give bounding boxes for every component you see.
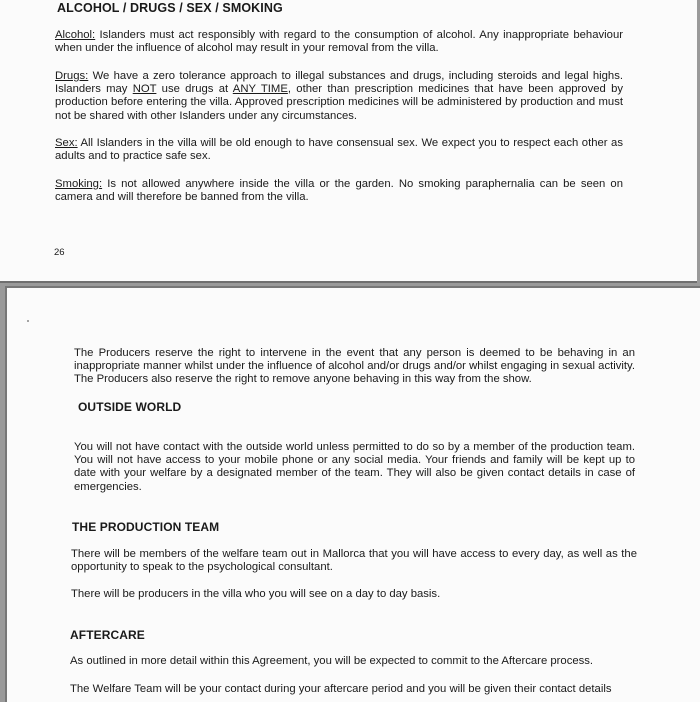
sex-label: Sex:	[55, 137, 78, 149]
aftercare-paragraph-2: The Welfare Team will be your contact during your aftercare period and you will be given their contact details	[70, 683, 612, 695]
production-team-paragraph-2: There will be producers in the villa who you will see on a day to day basis.	[71, 588, 441, 600]
smoking-text: Is not allowed anywhere inside the villa or the garden. No smoking paraphernalia can be seen on camera and will therefore be banned from the villa.	[55, 178, 623, 204]
outside-world-heading: OUTSIDE WORLD	[78, 400, 182, 414]
drugs-text-a: We have a zero tolerance approach to illegal substances and drugs, including steroids and legal highs. Islanders may	[55, 70, 623, 96]
section-heading-alcohol-drugs-sex-smoking: ALCOHOL / DRUGS / SEX / SMOKING	[57, 1, 283, 15]
document-page-1	[0, 0, 697, 283]
smoking-paragraph	[55, 178, 623, 204]
sex-text: All Islanders in the villa will be old enough to have consensual sex. We expect you to respect each other as adults and to practice safe sex.	[55, 137, 623, 163]
smoking-label: Smoking:	[55, 178, 103, 190]
document-page-2	[5, 286, 700, 702]
drugs-any-time-emphasis: ANY TIME	[232, 83, 288, 96]
production-team-paragraph-1: There will be members of the welfare team out in Mallorca that you will have access to every day, as well as the opportunity to speak to the psychological consultant.	[71, 548, 637, 574]
production-team-heading: THE PRODUCTION TEAM	[72, 520, 220, 534]
drugs-text-c: , other than prescription medicines that have been approved by production before entering the villa. Approved prescription medicines will be administered by production and must not be shared with other Islanders under any circumstances.	[55, 83, 623, 122]
drugs-not-emphasis: NOT	[132, 83, 157, 96]
alcohol-paragraph	[55, 29, 623, 55]
page-number: 26	[54, 247, 65, 258]
drugs-label: Drugs:	[55, 70, 89, 82]
aftercare-paragraph-1: As outlined in more detail within this Agreement, you will be expected to commit to the Aftercare process.	[70, 655, 594, 667]
scan-speck	[27, 320, 29, 322]
drugs-text-b: use drugs at	[156, 83, 233, 96]
producers-intervention-paragraph: The Producers reserve the right to intervene in the event that any person is deemed to be behaving in an inappropriate manner whilst under the influence of alcohol and/or drugs and/or whilst engaging in sexual activity. The Producers also reserve the right to remove anyone behaving in this way from the show.	[74, 347, 635, 386]
alcohol-text: Islanders must act responsibly with regard to the consumption of alcohol. Any inappropriate behaviour when under the influence of alcohol may result in your removal from the villa.	[55, 29, 623, 55]
drugs-paragraph	[55, 70, 623, 123]
outside-world-paragraph: You will not have contact with the outside world unless permitted to do so by a member of the production team. You will not have access to your mobile phone or any social media. Your friends and family will be kept up to date with your welfare by a designated member of the team. They will also be given contact details in case of emergencies.	[74, 441, 635, 493]
sex-paragraph	[55, 137, 623, 163]
aftercare-heading: AFTERCARE	[70, 628, 145, 642]
alcohol-label: Alcohol:	[55, 29, 96, 41]
